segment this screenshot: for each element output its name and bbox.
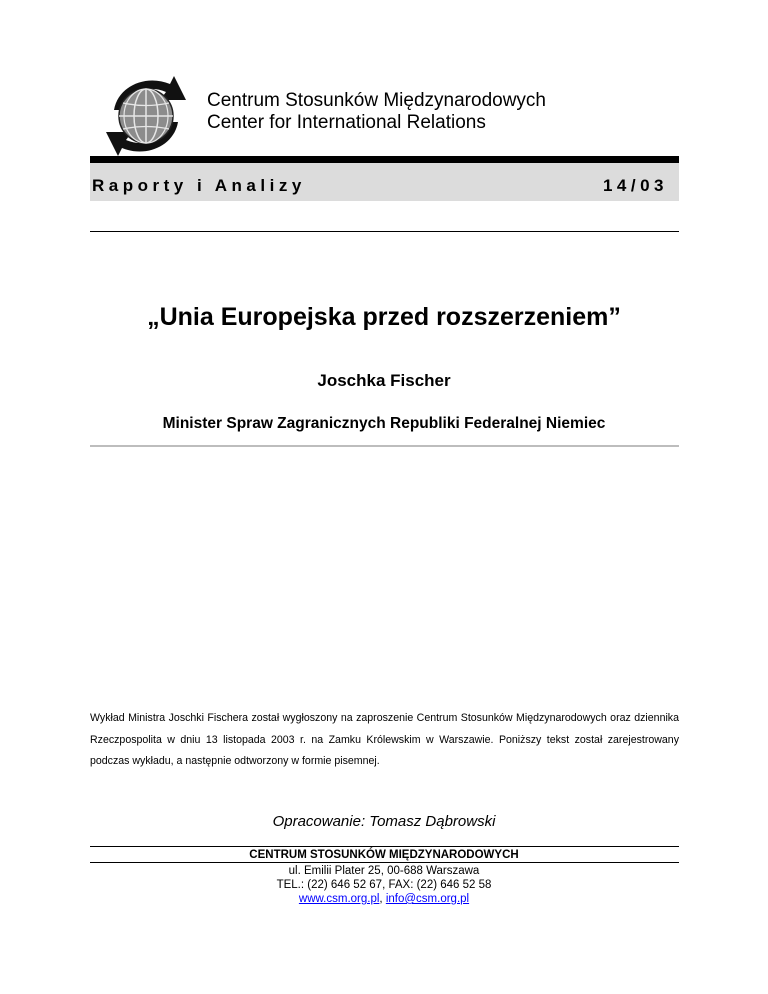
organization-name-en: Center for International Relations [207,112,486,133]
divider [90,445,679,447]
footer-organization-name: CENTRUM STOSUNKÓW MIĘDZYNARODOWYCH [249,849,519,861]
footer-links [0,892,768,906]
report-number: 14/03 [602,176,668,195]
email-link[interactable]: info@csm.org.pl [385,893,470,905]
prepared-by: Opracowanie: Tomasz Dąbrowski [272,813,496,830]
author-role: Minister Spraw Zagranicznych Republiki Federalnej Niemiec [162,415,606,432]
series-title: Raporty i Analizy [92,176,306,195]
website-link[interactable]: www.csm.org.pl [298,893,380,905]
footer-address: ul. Emilii Plater 25, 00-688 Warszawa [288,865,480,877]
footer-top-rule [90,846,679,847]
footer [0,848,768,906]
footer-phone: TEL.: (22) 646 52 67, FAX: (22) 646 52 58 [276,879,492,891]
organization-name [207,90,546,134]
globe-arrows-logo-icon [100,70,192,162]
introduction-paragraph: Wykład Ministra Joschki Fischera został wygłoszony na zaproszenie Centrum Stosunków Międzynarodowych oraz dziennika Rzeczpospolita w dniu 13 listopada 2003 r. na Zamku Królewskim w Warszawie. Poniższy tekst został zarejestrowany podczas wykładu, a następnie odtworzony w formie pisemnej. [90,712,679,767]
author-name: Joschka Fischer [317,371,451,390]
document-title: „Unia Europejska przed rozszerzeniem” [147,303,621,331]
series-band-top-rule [90,156,679,163]
organization-name-pl: Centrum Stosunków Międzynarodowych [207,90,546,111]
footer-link-separator: , [379,893,383,905]
divider [90,231,679,232]
